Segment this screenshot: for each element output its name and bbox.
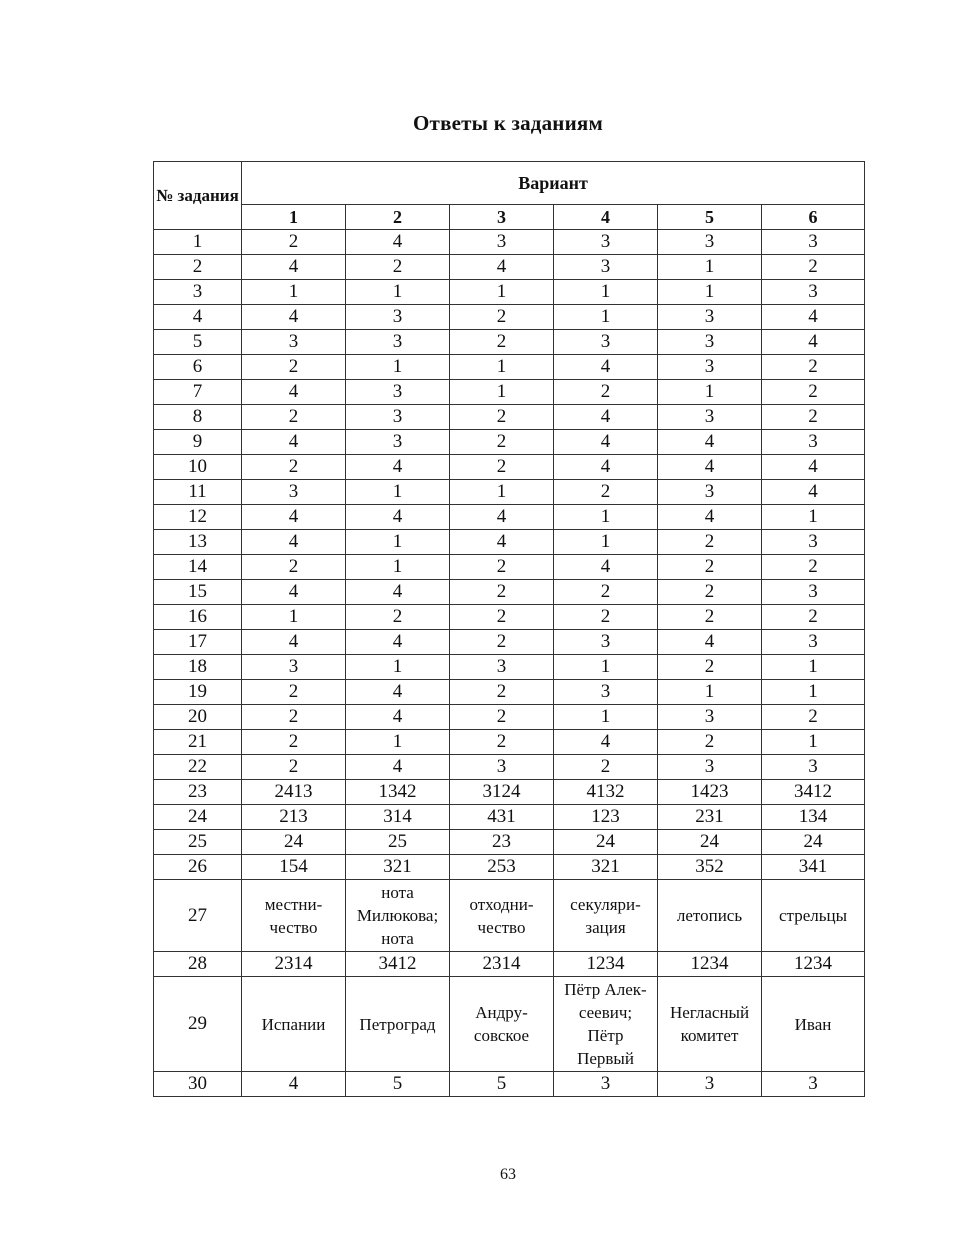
answer-cell: 1 (450, 280, 554, 305)
answer-cell: Андру- совское (450, 977, 554, 1072)
answer-cell: 1 (762, 655, 865, 680)
answer-cell: 3 (242, 655, 346, 680)
answer-cell: 2 (762, 255, 865, 280)
answer-cell: 1 (554, 530, 658, 555)
answer-cell: 2 (554, 755, 658, 780)
answer-cell: 2 (554, 580, 658, 605)
answer-cell: 1 (554, 505, 658, 530)
answer-cell: 24 (762, 830, 865, 855)
answer-cell: 4 (450, 530, 554, 555)
answer-cell: 1 (450, 480, 554, 505)
answer-cell: 4 (346, 630, 450, 655)
table-row (154, 952, 865, 977)
answer-cell: 3 (762, 530, 865, 555)
table-row (154, 355, 865, 380)
answer-cell: 1 (762, 680, 865, 705)
variant-5-header: 5 (658, 205, 762, 230)
answer-cell: 213 (242, 805, 346, 830)
task-number-cell: 22 (154, 755, 242, 780)
answer-cell: 4 (658, 505, 762, 530)
answer-cell: 3 (762, 1072, 865, 1097)
answer-cell: 2 (450, 305, 554, 330)
answer-cell: 3 (658, 755, 762, 780)
answer-cell: 23 (450, 830, 554, 855)
answer-cell: 3 (658, 480, 762, 505)
table-row (154, 530, 865, 555)
answer-cell: 134 (762, 805, 865, 830)
answer-cell: 4 (346, 705, 450, 730)
answer-cell: 3 (762, 230, 865, 255)
answer-cell: 321 (554, 855, 658, 880)
table-row (154, 330, 865, 355)
answer-cell: 4 (242, 530, 346, 555)
task-number-cell: 4 (154, 305, 242, 330)
answer-cell: 4 (554, 455, 658, 480)
answer-cell: 3 (346, 330, 450, 355)
table-row (154, 555, 865, 580)
answer-cell: 154 (242, 855, 346, 880)
answer-cell: 3 (554, 1072, 658, 1097)
answer-cell: 2 (762, 355, 865, 380)
table-row (154, 505, 865, 530)
task-number-cell: 8 (154, 405, 242, 430)
answer-cell: 2 (762, 605, 865, 630)
answer-cell: 1234 (554, 952, 658, 977)
answer-cell: 4 (242, 430, 346, 455)
answer-cell: 1234 (658, 952, 762, 977)
answer-cell: 2 (450, 330, 554, 355)
answer-cell: 2 (554, 380, 658, 405)
answer-cell: 4 (346, 680, 450, 705)
task-number-cell: 10 (154, 455, 242, 480)
answer-cell: 2314 (242, 952, 346, 977)
answer-cell: 4 (658, 455, 762, 480)
task-number-cell: 29 (154, 977, 242, 1072)
answer-cell: 1 (346, 480, 450, 505)
answer-cell: 1 (346, 355, 450, 380)
answer-cell: 4 (346, 505, 450, 530)
task-number-cell: 7 (154, 380, 242, 405)
answer-cell: 1342 (346, 780, 450, 805)
answer-cell: 4 (242, 255, 346, 280)
answer-cell: 4 (242, 505, 346, 530)
task-number-cell: 20 (154, 705, 242, 730)
answer-cell: 2 (554, 605, 658, 630)
task-number-cell: 1 (154, 230, 242, 255)
answer-cell: 3 (450, 755, 554, 780)
answer-cell: 3 (346, 380, 450, 405)
answer-cell: 4 (242, 380, 346, 405)
answer-cell: 2 (450, 580, 554, 605)
answer-cell: секуляри- зация (554, 880, 658, 952)
answer-cell: 3 (762, 755, 865, 780)
answer-cell: 341 (762, 855, 865, 880)
answer-cell: Петроград (346, 977, 450, 1072)
answer-cell: 1 (658, 680, 762, 705)
answer-cell: 314 (346, 805, 450, 830)
task-number-cell: 25 (154, 830, 242, 855)
task-number-cell: 23 (154, 780, 242, 805)
task-number-cell: 3 (154, 280, 242, 305)
answer-cell: 3 (658, 1072, 762, 1097)
page-title: Ответы к заданиям (413, 111, 603, 135)
page-number: 63 (500, 1166, 516, 1183)
task-number-cell: 14 (154, 555, 242, 580)
answer-cell: 2 (242, 755, 346, 780)
answer-cell: 1 (658, 255, 762, 280)
task-number-cell: 19 (154, 680, 242, 705)
answer-cell: 3 (762, 280, 865, 305)
answer-cell: местни- чество (242, 880, 346, 952)
answer-cell: 3 (346, 405, 450, 430)
answer-cell: 3 (554, 630, 658, 655)
task-number-cell: 16 (154, 605, 242, 630)
answer-cell: 4 (242, 1072, 346, 1097)
answer-cell: 3 (658, 330, 762, 355)
answer-cell: 3 (450, 230, 554, 255)
table-row (154, 680, 865, 705)
answer-cell: 3 (242, 330, 346, 355)
answer-cell: 4132 (554, 780, 658, 805)
answer-cell: 2 (450, 405, 554, 430)
table-row (154, 305, 865, 330)
answer-cell: 4 (554, 430, 658, 455)
answer-cell: 2 (450, 680, 554, 705)
answer-cell: 3 (762, 580, 865, 605)
answer-cell: 3 (762, 630, 865, 655)
answer-cell: 1234 (762, 952, 865, 977)
answer-cell: 2 (242, 555, 346, 580)
task-number-cell: 2 (154, 255, 242, 280)
answer-cell: 2 (242, 455, 346, 480)
answer-cell: 1 (346, 555, 450, 580)
task-number-cell: 11 (154, 480, 242, 505)
answer-cell: 1 (554, 655, 658, 680)
answer-cell: 1 (554, 705, 658, 730)
answer-cell: 2413 (242, 780, 346, 805)
answer-cell: 4 (658, 630, 762, 655)
variant-4-header: 4 (554, 205, 658, 230)
answer-cell: 2 (658, 730, 762, 755)
table-row (154, 977, 865, 1072)
task-number-cell: 21 (154, 730, 242, 755)
answer-cell: 3 (658, 305, 762, 330)
answer-cell: 4 (554, 555, 658, 580)
answer-cell: 2 (658, 605, 762, 630)
answer-cell: 3 (554, 330, 658, 355)
answer-cell: 1423 (658, 780, 762, 805)
answer-cell: 2 (762, 405, 865, 430)
answer-cell: 25 (346, 830, 450, 855)
answer-cell: 4 (242, 580, 346, 605)
task-number-cell: 18 (154, 655, 242, 680)
answer-cell: 4 (762, 330, 865, 355)
answer-cell: 1 (658, 280, 762, 305)
answer-cell: 2 (346, 255, 450, 280)
table-row (154, 780, 865, 805)
answer-cell: 1 (346, 730, 450, 755)
task-number-header (154, 162, 242, 230)
answer-cell: 4 (450, 505, 554, 530)
task-number-header-label: № задания (156, 186, 239, 205)
answer-cell: 2 (242, 230, 346, 255)
answer-cell: 3 (762, 430, 865, 455)
answer-cell: 2 (450, 730, 554, 755)
answer-cell: 1 (346, 280, 450, 305)
answer-cell: 2 (242, 730, 346, 755)
answer-cell: Иван (762, 977, 865, 1072)
answer-cell: стрельцы (762, 880, 865, 952)
table-row (154, 1072, 865, 1097)
answer-cell: 3 (346, 305, 450, 330)
task-number-cell: 12 (154, 505, 242, 530)
answer-cell: 3 (554, 680, 658, 705)
table-row (154, 755, 865, 780)
table-row (154, 580, 865, 605)
answer-cell: 4 (450, 255, 554, 280)
answer-cell: 3 (554, 255, 658, 280)
answer-cell: 4 (346, 230, 450, 255)
table-row (154, 830, 865, 855)
answer-cell: 4 (242, 630, 346, 655)
table-row (154, 880, 865, 952)
answer-cell: 431 (450, 805, 554, 830)
answers-body (154, 230, 865, 1097)
table-row (154, 730, 865, 755)
table-row (154, 705, 865, 730)
answer-cell: 2 (762, 705, 865, 730)
answer-cell: 4 (554, 355, 658, 380)
variant-6-header: 6 (762, 205, 865, 230)
answer-cell: 1 (658, 380, 762, 405)
answer-cell: 253 (450, 855, 554, 880)
table-row (154, 805, 865, 830)
answer-cell: 1 (554, 280, 658, 305)
answer-cell: 2 (762, 555, 865, 580)
answer-cell: 2 (554, 480, 658, 505)
answer-cell: отходни- чество (450, 880, 554, 952)
answer-cell: 3 (450, 655, 554, 680)
answer-cell: 2 (450, 630, 554, 655)
answer-cell: 2 (450, 605, 554, 630)
variant-2-header: 2 (346, 205, 450, 230)
answer-cell: 1 (762, 730, 865, 755)
answer-cell: 4 (658, 430, 762, 455)
table-row (154, 430, 865, 455)
answer-cell: 1 (242, 280, 346, 305)
answer-cell: 4 (242, 305, 346, 330)
answer-cell: Пётр Алек- сеевич; Пётр Первый (554, 977, 658, 1072)
variant-1-header: 1 (242, 205, 346, 230)
task-number-cell: 6 (154, 355, 242, 380)
task-number-cell: 13 (154, 530, 242, 555)
answer-cell: 3412 (762, 780, 865, 805)
answer-cell: Испании (242, 977, 346, 1072)
answer-cell: 2314 (450, 952, 554, 977)
task-number-cell: 15 (154, 580, 242, 605)
answer-cell: 1 (450, 355, 554, 380)
answer-cell: 2 (658, 555, 762, 580)
table-row (154, 605, 865, 630)
answer-cell: 4 (346, 755, 450, 780)
answer-cell: 321 (346, 855, 450, 880)
answer-cell: 1 (346, 655, 450, 680)
task-number-cell: 5 (154, 330, 242, 355)
answer-cell: 2 (346, 605, 450, 630)
task-number-cell: 9 (154, 430, 242, 455)
answer-cell: 2 (450, 705, 554, 730)
answer-cell: 4 (762, 455, 865, 480)
answer-cell: 2 (242, 705, 346, 730)
answer-cell: 2 (658, 580, 762, 605)
table-row (154, 630, 865, 655)
answer-cell: 3 (658, 355, 762, 380)
table-row (154, 405, 865, 430)
answer-cell: 3 (658, 230, 762, 255)
answer-cell: 3 (658, 705, 762, 730)
answer-cell: 3 (242, 480, 346, 505)
answer-cell: 1 (242, 605, 346, 630)
task-number-cell: 28 (154, 952, 242, 977)
table-row (154, 280, 865, 305)
answer-cell: нота Милюкова; нота (346, 880, 450, 952)
answer-cell: 24 (658, 830, 762, 855)
task-number-cell: 26 (154, 855, 242, 880)
answer-cell: 2 (450, 555, 554, 580)
answer-cell: 3 (658, 405, 762, 430)
task-number-cell: 17 (154, 630, 242, 655)
answer-cell: 2 (242, 355, 346, 380)
answer-cell: 24 (242, 830, 346, 855)
answer-cell: 4 (762, 480, 865, 505)
answer-cell: 4 (346, 455, 450, 480)
answer-cell: 2 (658, 655, 762, 680)
variant-header: Вариант (242, 162, 865, 205)
task-number-cell: 27 (154, 880, 242, 952)
answer-cell: 4 (346, 580, 450, 605)
answer-cell: 2 (242, 680, 346, 705)
answer-cell: 2 (450, 430, 554, 455)
answer-cell: 3412 (346, 952, 450, 977)
answer-cell: 1 (450, 380, 554, 405)
table-row (154, 230, 865, 255)
task-number-cell: 24 (154, 805, 242, 830)
answer-cell: Негласный комитет (658, 977, 762, 1072)
answer-cell: 24 (554, 830, 658, 855)
answer-cell: 4 (554, 730, 658, 755)
answer-cell: 1 (554, 305, 658, 330)
answer-cell: 123 (554, 805, 658, 830)
answers-table (153, 161, 865, 1097)
table-row (154, 480, 865, 505)
table-row (154, 655, 865, 680)
answer-cell: летопись (658, 880, 762, 952)
answer-cell: 3 (346, 430, 450, 455)
table-row (154, 255, 865, 280)
answer-cell: 2 (450, 455, 554, 480)
answer-cell: 1 (762, 505, 865, 530)
table-row (154, 380, 865, 405)
answer-cell: 1 (346, 530, 450, 555)
variant-3-header: 3 (450, 205, 554, 230)
answer-cell: 231 (658, 805, 762, 830)
answer-cell: 4 (762, 305, 865, 330)
answer-cell: 3 (554, 230, 658, 255)
answer-cell: 5 (346, 1072, 450, 1097)
answer-cell: 2 (658, 530, 762, 555)
task-number-cell: 30 (154, 1072, 242, 1097)
answer-cell: 3124 (450, 780, 554, 805)
answer-cell: 352 (658, 855, 762, 880)
table-row (154, 855, 865, 880)
answer-cell: 5 (450, 1072, 554, 1097)
table-row (154, 455, 865, 480)
answer-cell: 2 (242, 405, 346, 430)
answer-cell: 4 (554, 405, 658, 430)
answer-cell: 2 (762, 380, 865, 405)
